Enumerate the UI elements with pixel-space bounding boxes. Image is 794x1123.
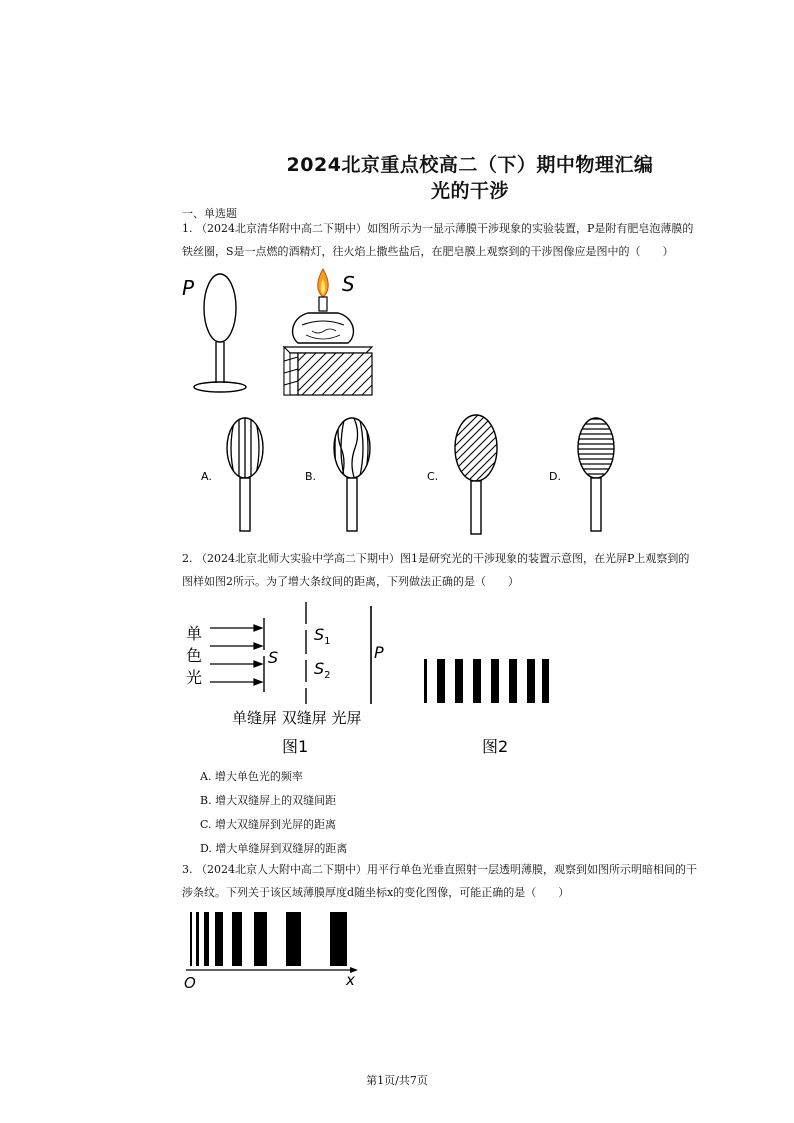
option-b-label: B. — [305, 470, 317, 483]
q1-options-figure — [195, 412, 625, 537]
light-label-3: 光 — [186, 668, 203, 687]
alcohol-lamp — [293, 313, 354, 343]
question-2-text — [182, 547, 762, 593]
screens-caption: 单缝屏 双缝屏 光屏 — [232, 709, 362, 727]
fringe-bar — [286, 912, 301, 966]
fig1-caption: 图1 — [282, 737, 309, 756]
option-a-label: A. — [201, 470, 212, 483]
option-d-fringes — [575, 418, 617, 531]
label-s2: $S_2$ — [314, 659, 331, 681]
light-label-2: 色 — [186, 646, 203, 665]
origin-label: O — [184, 974, 196, 992]
option-a-fringes — [227, 416, 263, 531]
fringe-bar — [491, 659, 499, 703]
page-subtitle: 光的干涉 — [430, 180, 509, 202]
fringe-line — [190, 912, 192, 966]
question-3-line2: 涉条纹。下列关于该区域薄膜厚度d随坐标x的变化图像，可能正确的是（ ） — [182, 886, 570, 899]
question-1-line2: 铁丝圈，S是一点燃的酒精灯，往火焰上撒些盐后，在肥皂膜上观察到的干涉图像应是图中的（ ） — [182, 245, 674, 258]
label-p: P — [182, 276, 195, 300]
question-3-line1: 3. （2024北京人大附中高二下期中）用平行单色光垂直照射一层透明薄膜，观察到如图所示明暗相间的干 — [182, 863, 697, 876]
label-s: S — [268, 648, 279, 667]
page-footer: 第1页/共7页 — [366, 1074, 428, 1087]
fringe-bar — [254, 912, 267, 966]
question-2-line2: 图样如图2所示。为了增大条纹间的距离，下列做法正确的是（ ） — [182, 575, 519, 588]
label-p: P — [374, 643, 384, 662]
q2-choice-b[interactable]: B. 增大双缝屏上的双缝间距 — [200, 794, 337, 807]
x-axis-label: x — [346, 971, 355, 989]
option-b-fringes — [334, 416, 370, 531]
question-2-line1: 2. （2024北京北师大实验中学高二下期中）图1是研究光的干涉现象的装置示意图，在光屏P上观察到的 — [182, 552, 690, 565]
question-3-text — [182, 858, 762, 904]
label-s1: $S_1$ — [314, 625, 331, 647]
loop-stand-base — [194, 382, 246, 392]
option-c-label: C. — [427, 470, 439, 483]
fringe-bar — [509, 659, 517, 703]
section-label: 一、单选题 — [182, 207, 237, 220]
label-s: S — [342, 272, 355, 296]
soap-film-apparatus-figure — [180, 265, 400, 410]
page-title: 2024北京重点校高二（下）期中物理汇编 — [286, 154, 654, 176]
fringe-bar — [527, 659, 535, 703]
fringe-bar — [455, 659, 463, 703]
q2-choice-d[interactable]: D. 增大单缝屏到双缝屏的距离 — [200, 842, 348, 855]
fringe-bar — [542, 659, 549, 703]
fig2-caption: 图2 — [482, 737, 509, 755]
option-c-fringes — [445, 412, 505, 534]
question-1-line1: 1. （2024北京清华附中高二下期中）如图所示为一显示薄膜干涉现象的实验装置，P是附有肥皂泡薄膜的 — [182, 222, 694, 235]
double-slit-apparatus-figure — [180, 600, 420, 760]
q2-choice-a[interactable]: A. 增大单色光的频率 — [200, 770, 303, 783]
light-rays — [210, 625, 262, 685]
fringe-line — [204, 912, 209, 966]
fringe-bar — [330, 912, 347, 966]
fringe-bar — [437, 659, 445, 703]
wire-loop — [204, 274, 236, 342]
fringe-bar — [215, 912, 223, 966]
q2-choice-c[interactable]: C. 增大双缝屏到光屏的距离 — [200, 818, 337, 831]
question-1-text — [182, 217, 762, 263]
hatched-block — [284, 347, 372, 395]
fringe-bar — [473, 659, 481, 703]
fringe-bar — [232, 912, 242, 966]
fringe-line — [196, 912, 199, 966]
thin-film-fringes-figure — [180, 908, 370, 993]
fringe-pattern-figure — [418, 655, 558, 755]
option-d-label: D. — [549, 470, 561, 483]
light-label-1: 单 — [186, 624, 203, 643]
fringe-line-thin — [424, 659, 427, 703]
